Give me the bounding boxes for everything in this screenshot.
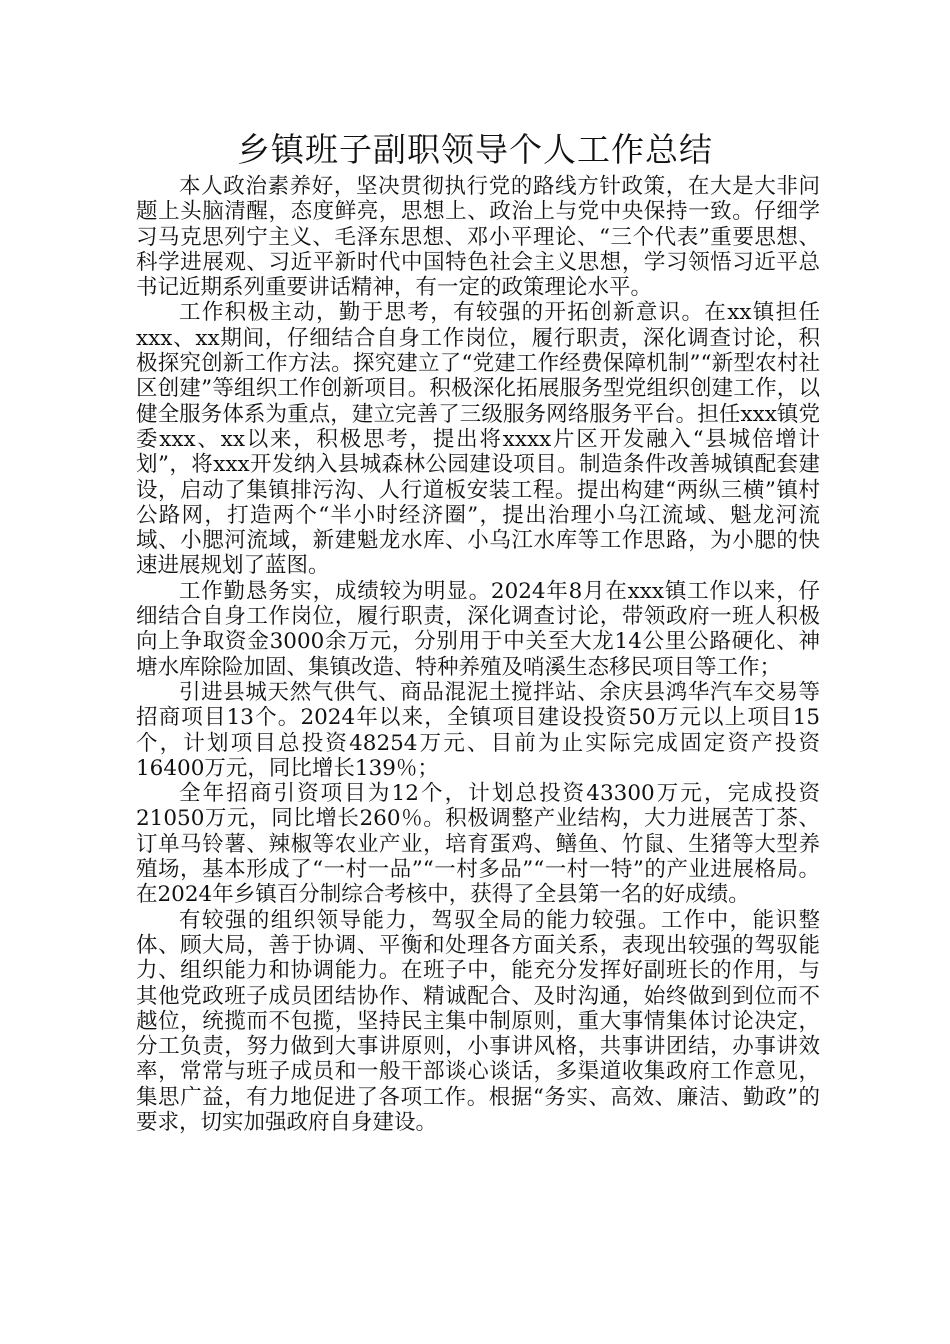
paragraph-innovation: 工作积极主动，勤于思考，有较强的开拓创新意识。在xx镇担任xxx、xx期间，仔细结合自身工作岗位，履行职责，深化调查讨论，积极探究创新工作方法。探究建立了“党建工作经费保障机制”“新型农村社区创建”等组织工作创新项目。积极深化拓展服务型党组织创建工作，以健全服务体系为重点，建立完善了三级服务网络服务平台。担任xxx镇党委xxx、xx以来，积极思考，提出将xxxx片区开发融入“县城倍增计划”，将xxx开发纳入县城森林公园建设项目。制造条件改善城镇配套建设，启动了集镇排污沟、人行道板安装工程。提出构建“两纵三横”镇村公路网，打造两个“半小时经济圈”，提出治理小乌江流域、魁龙河流域、小腮河流域，新建魁龙水库、小乌江水库等工作思路，为小腮的快速进展规划了蓝图。 [136, 300, 820, 579]
document-body [136, 174, 820, 1135]
paragraph-leadership: 有较强的组织领导能力，驾驭全局的能力较强。工作中，能识整体、顾大局，善于协调、平衡和处理各方面关系，表现出较强的驾驭能力、组织能力和协调能力。在班子中，能充分发挥好副班长的作用，与其他党政班子成员团结协作、精诚配合、及时沟通，始终做到到位而不越位，统揽而不包揽，坚持民主集中制原则，重大事情集体讨论决定，分工负责，努力做到大事讲原则，小事讲风格，共事讲团结，办事讲效率，常常与班子成员和一般干部谈心谈话，多渠道收集政府工作意见，集思广益，有力地促进了各项工作。根据“务实、高效、廉洁、勤政”的要求，切实加强政府自身建设。 [136, 907, 820, 1135]
paragraph-industry-adjustment: 全年招商引资项目为12个，计划总投资43300万元，完成投资21050万元，同比增长260％。积极调整产业结构，大力进展苦丁茶、订单马铃薯、辣椒等农业产业，培育蛋鸡、鳝鱼、竹鼠、生猪等大型养殖场，基本形成了“一村一品”“一村多品”“一村一特”的产业进展格局。在2024年乡镇百分制综合考核中，获得了全县第一名的好成绩。 [136, 781, 820, 908]
paragraph-political-quality: 本人政治素养好，坚决贯彻执行党的路线方针政策，在大是大非问题上头脑清醒，态度鲜亮，思想上、政治上与党中央保持一致。仔细学习马克思列宁主义、毛泽东思想、邓小平理论、“三个代表”重要思想、科学进展观、习近平新时代中国特色社会主义思想，学习领悟习近平总书记近期系列重要讲话精神，有一定的政策理论水平。 [136, 174, 820, 301]
document-title: 乡镇班子副职领导个人工作总结 [237, 130, 713, 169]
paragraph-work-results: 工作勤恳务实，成绩较为明显。2024年8月在xxx镇工作以来，仔细结合自身工作岗位，履行职责，深化调查讨论，带领政府一班人积极向上争取资金3000余万元，分别用于中关至大龙14公里公路硬化、神塘水库除险加固、集镇改造、特种养殖及哨溪生态移民项目等工作； [136, 578, 820, 680]
paragraph-investment-projects: 引进县城天然气供气、商品混泥土搅拌站、余庆县鸿华汽车交易等招商项目13个。2024年以来，全镇项目建设投资50万元以上项目15个，计划项目总投资48254万元、目前为止实际完成固定资产投资16400万元，同比增长139％； [136, 679, 820, 781]
